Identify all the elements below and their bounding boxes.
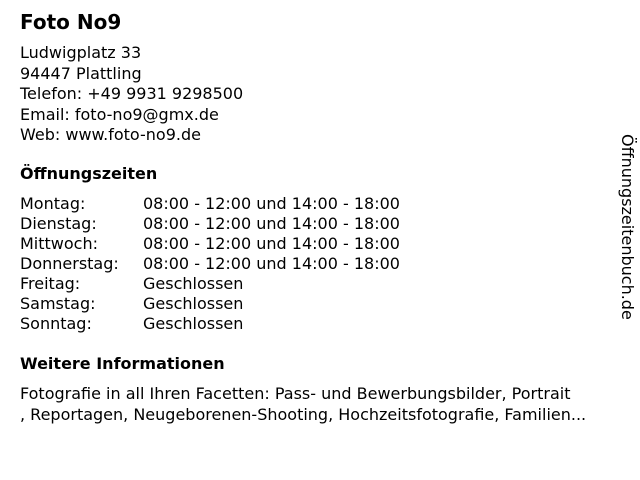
- day-hours: Geschlossen: [143, 314, 244, 333]
- day-label: Donnerstag:: [20, 254, 119, 273]
- day-label: Mittwoch:: [20, 234, 98, 253]
- hours-row: [20, 214, 400, 234]
- opening-hours-list: [20, 194, 400, 334]
- further-info-heading: Weitere Informationen: [20, 354, 225, 373]
- hours-row: [20, 294, 400, 314]
- business-name: Foto No9: [20, 10, 122, 34]
- info-line: Fotografie in all Ihren Facetten: Pass- und Bewerbungsbilder, Portrait: [20, 384, 571, 403]
- day-label: Sonntag:: [20, 314, 92, 333]
- info-line: , Reportagen, Neugeborenen-Shooting, Hochzeitsfotografie, Familien...: [20, 404, 587, 424]
- day-hours: Geschlossen: [143, 274, 244, 293]
- day-label: Samstag:: [20, 294, 96, 313]
- day-hours: 08:00 - 12:00 und 14:00 - 18:00: [143, 234, 400, 253]
- postal-city: 94447 Plattling: [20, 63, 142, 83]
- hours-row: [20, 314, 400, 334]
- hours-row: [20, 234, 400, 254]
- hours-row: [20, 274, 400, 294]
- day-hours: 08:00 - 12:00 und 14:00 - 18:00: [143, 194, 400, 213]
- further-info-text: [20, 384, 632, 425]
- hours-row: [20, 254, 400, 274]
- day-label: Dienstag:: [20, 214, 97, 233]
- phone-number: Telefon: +49 9931 9298500: [20, 84, 244, 103]
- day-label: Freitag:: [20, 274, 81, 293]
- hours-row: [20, 194, 400, 214]
- day-hours: 08:00 - 12:00 und 14:00 - 18:00: [143, 214, 400, 233]
- day-hours: 08:00 - 12:00 und 14:00 - 18:00: [143, 254, 400, 273]
- site-watermark: Öffnungszeitenbuch.de: [618, 134, 637, 320]
- day-label: Montag:: [20, 194, 86, 213]
- street-address: Ludwigplatz 33: [20, 43, 142, 62]
- contact-details: [20, 43, 243, 146]
- day-hours: Geschlossen: [143, 294, 244, 313]
- opening-hours-heading: Öffnungszeiten: [20, 164, 158, 183]
- email-address: Email: foto-no9@gmx.de: [20, 104, 219, 124]
- website-address: Web: www.foto-no9.de: [20, 125, 201, 144]
